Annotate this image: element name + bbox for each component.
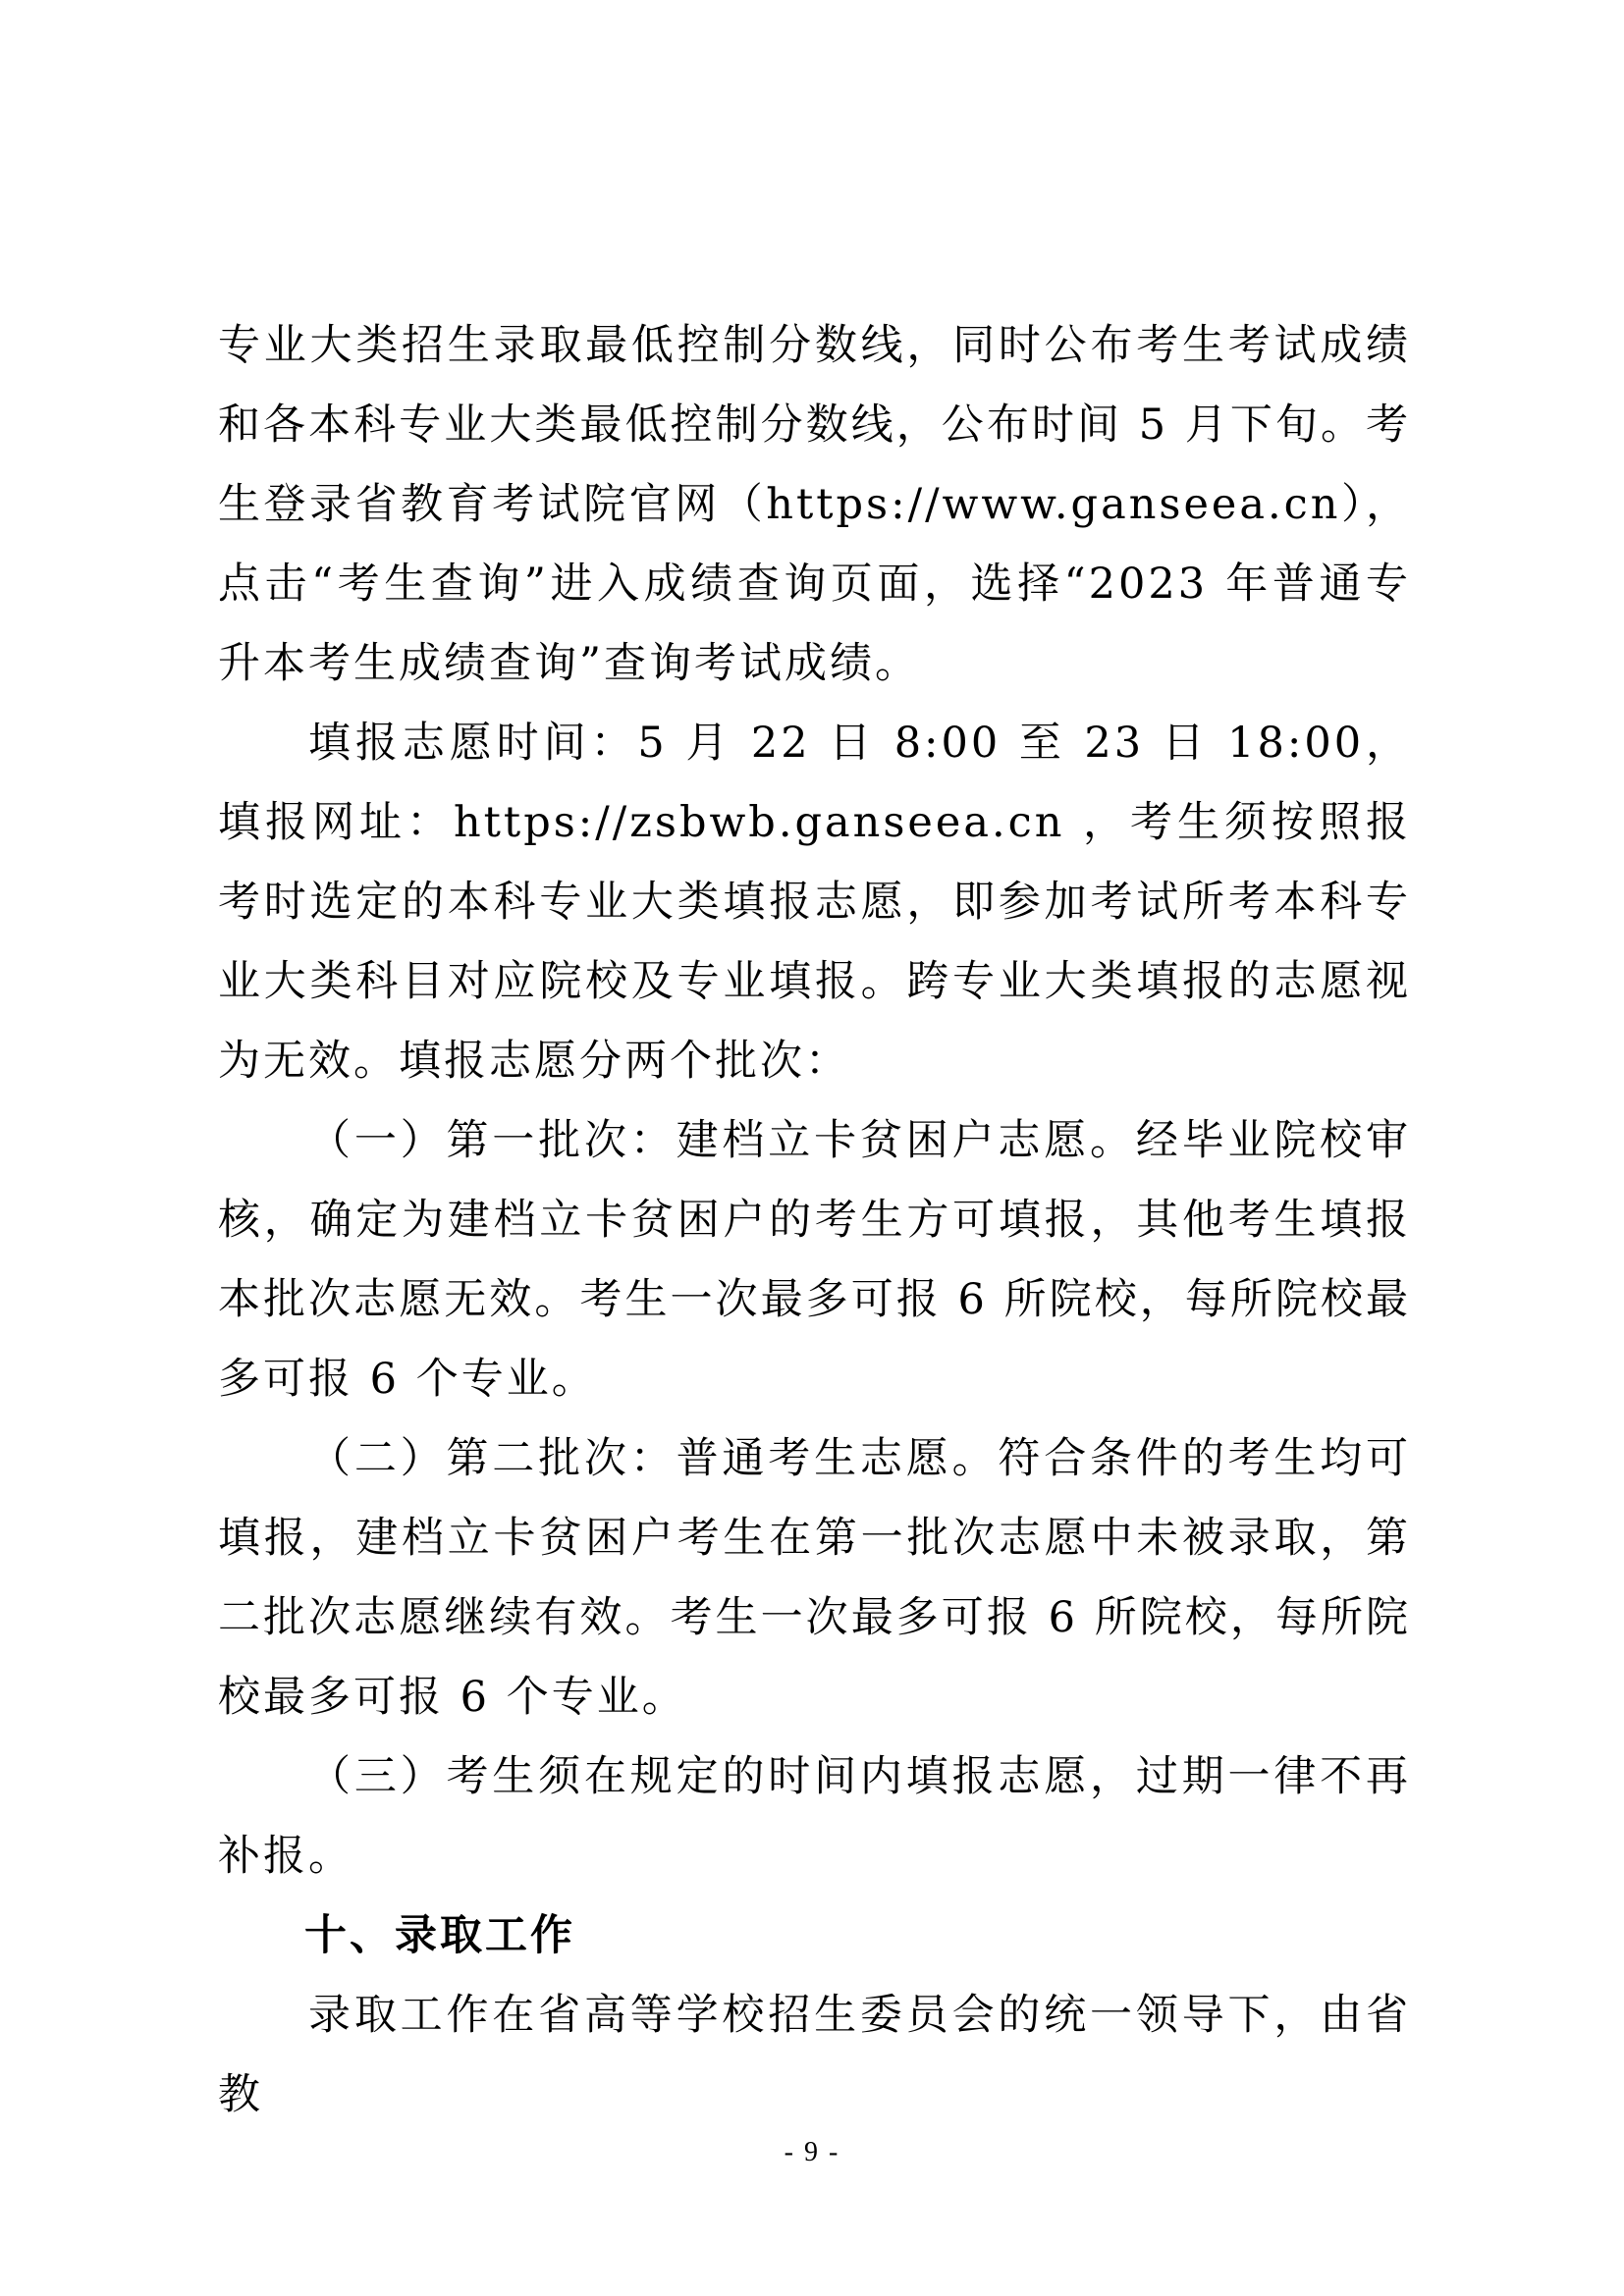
page-number: - 9 -	[784, 2137, 840, 2167]
paragraph-first-batch: （一）第一批次：建档立卡贫困户志愿。经毕业院校审核，确定为建档立卡贫困户的考生方可填报，其他考生填报本批次志愿无效。考生一次最多可报 6 所院校，每所院校最多可报 6 个专业。	[218, 1116, 1411, 1404]
paragraph-application-time: 填报志愿时间：5 月 22 日 8:00 至 23 日 18:00，填报网址：https://zsbwb.ganseea.cn ，考生须按照报考时选定的本科专业大类填报志愿，即参加考试所考本科专业大类科目对应院校及专业填报。跨专业大类填报的志愿视为无效。填报志愿分两个批次：	[218, 719, 1411, 1086]
paragraph-score-release: 专业大类招生录取最低控制分数线，同时公布考生考试成绩和各本科专业大类最低控制分数线，公布时间 5 月下旬。考生登录省教育考试院官网（https://www.ganseea.cn），点击“考生查询”进入成绩查询页面，选择“2023 年普通专升本考生成绩查询”查询考试成绩。	[218, 321, 1411, 688]
paragraph-third-rule: （三）考生须在规定的时间内填报志愿，过期一律不再补报。	[218, 1752, 1411, 1881]
paragraph-admission-intro: 录取工作在省高等学校招生委员会的统一领导下，由省教	[218, 1991, 1411, 2119]
document-body	[218, 306, 1411, 2135]
section-heading-admission: 十、录取工作	[304, 1911, 575, 1960]
paragraph-second-batch: （二）第二批次：普通考生志愿。符合条件的考生均可填报，建档立卡贫困户考生在第一批次志愿中未被录取，第二批次志愿继续有效。考生一次最多可报 6 所院校，每所院校最多可报 6 个专业。	[218, 1434, 1411, 1722]
